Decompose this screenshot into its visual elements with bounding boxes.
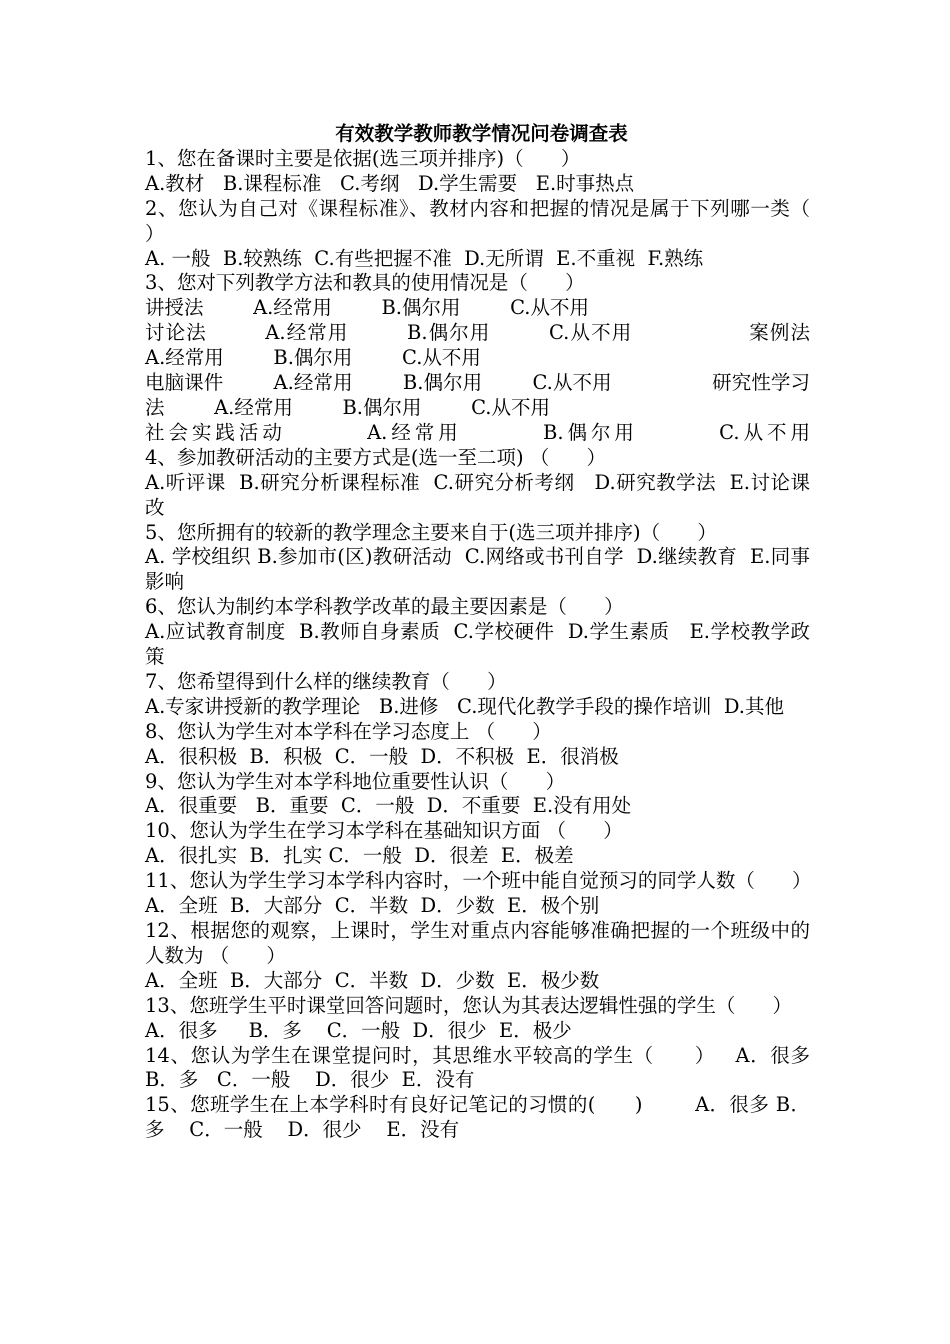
question-line: 14、您认为学生在课堂提问时，其思维水平较高的学生（ ） A．很多 B．多 C．一般 D．很少 E．没有: [145, 1043, 841, 1092]
question-line: 15、您班学生在上本学科时有良好记笔记的习惯的( ) A．很多 B．多 C．一般 D．很少 E．没有: [145, 1093, 810, 1142]
question-line: A．很扎实 B．扎实 C．一般 D．很差 E．极差: [145, 844, 574, 868]
question-line: 13、您班学生平时课堂回答问题时，您认为其表达逻辑性强的学生（ ）: [145, 993, 793, 1017]
question-line: A．全班 B．大部分 C．半数 D．少数 E．极个别: [145, 894, 600, 918]
question-line: A．全班 B．大部分 C．半数 D．少数 E．极少数: [145, 968, 600, 992]
question-line: A．很重要 B．重要 C．一般 D．不重要 E.没有用处: [145, 794, 632, 818]
document-page: [145, 122, 947, 1143]
question-line: A.听评课 B.研究分析课程标准 C.研究分析考纲 D.研究教学法 E.讨论课改: [145, 470, 810, 519]
question-line: 3、您对下列教学方法和教具的使用情况是（ ）: [145, 271, 585, 295]
question-line: A.应试教育制度 B.教师自身素质 C.学校硬件 D.学生素质 E.学校教学政策: [145, 620, 810, 669]
question-line: A．很多 B．多 C．一般 D．很少 E．极少: [145, 1018, 572, 1042]
question-line: 6、您认为制约本学科教学改革的最主要因素是（ ）: [145, 595, 624, 619]
question-line: 7、您希望得到什么样的继续教育（ ）: [145, 669, 507, 693]
question-line: A. 一般 B.较熟练 C.有些把握不准 D.无所谓 E.不重视 F.熟练: [145, 246, 704, 270]
question-line: 1、您在备课时主要是依据(选三项并排序)（ ）: [145, 146, 581, 170]
question-line: A. 学校组织 B.参加市(区)教研活动 C.网络或书刊自学 D.继续教育 E.同事影响: [145, 545, 810, 594]
question-line: 5、您所拥有的较新的教学理念主要来自于(选三项并排序)（ ）: [145, 520, 717, 544]
document-body: [145, 146, 947, 1143]
question-line: A.专家讲授新的教学理论 B.进修 C.现代化教学手段的操作培训 D.其他: [145, 694, 784, 718]
page-title: 有效教学教师教学情况问卷调查表: [335, 122, 628, 145]
question-line: 10、您认为学生在学习本学科在基础知识方面 （ ）: [145, 819, 623, 843]
question-line: 讲授法 A.经常用 B.偶尔用 C.从不用: [145, 296, 589, 320]
question-line: 电脑课件 A.经常用 B.偶尔用 C.从不用 研究性学习法 A.经常用 B.偶尔用 C.从不用: [145, 371, 810, 419]
question-line: A.教材 B.课程标准 C.考纲 D.学生需要 E.时事热点: [145, 171, 635, 195]
question-line: A．很积极 B．积极 C．一般 D．不积极 E．很消极: [145, 744, 619, 768]
question-line: 社会实践活动 A.经常用 B.偶尔用 C.从不用 4、参加教研活动的主要方式是(选一至二项) （ ）: [145, 420, 947, 469]
question-line: 12、根据您的观察，上课时，学生对重点内容能够准确把握的一个班级中的人数为 （ ）: [145, 919, 810, 967]
question-line: 8、您认为学生对本学科在学习态度上 （ ）: [145, 719, 552, 743]
question-line: 11、您认为学生学习本学科内容时，一个班中能自觉预习的同学人数（ ）: [145, 869, 812, 893]
question-line: 9、您认为学生对本学科地位重要性认识（ ）: [145, 769, 566, 793]
question-line: 2、您认为自己对《课程标准》、教材内容和把握的情况是属于下列哪一类（ ）: [145, 196, 848, 245]
question-line: 讨论法 A.经常用 B.偶尔用 C.从不用 案例法 A.经常用 B.偶尔用 C.从不用: [145, 321, 860, 370]
